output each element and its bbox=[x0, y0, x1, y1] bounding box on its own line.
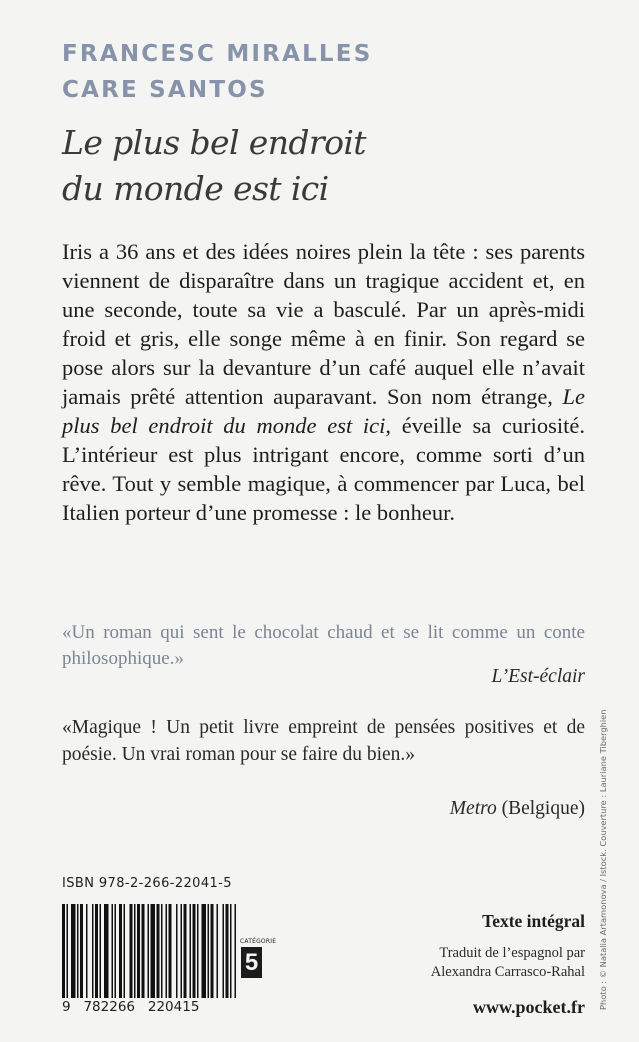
translation-line: Traduit de l’espagnol par bbox=[439, 945, 585, 961]
review-source-note: (Belgique) bbox=[501, 798, 585, 819]
publisher-website: www.pocket.fr bbox=[473, 997, 585, 1017]
author-name: FRANCESC MIRALLES bbox=[62, 41, 373, 67]
review-quote: «Magique ! Un petit livre empreint de pensées positives et de poésie. Un vrai roman pour se faire du bien.» bbox=[62, 717, 585, 765]
review-source bbox=[450, 798, 585, 820]
synopsis-italic-title: Le plus bel endroit du monde est ici bbox=[62, 384, 585, 438]
barcode-digits: 9 782266 220415 bbox=[62, 999, 200, 1015]
title-line: Le plus bel endroit bbox=[62, 123, 366, 162]
authors bbox=[62, 36, 372, 108]
synopsis-text: , éveille sa curiosité. L’intérieur est plus intrigant encore, comme sorti d’un rêve. Tout y semble magique, à commencer par Luca, bel Italien porteur d’une promesse : le bonheur. bbox=[62, 413, 585, 525]
text-integral: Texte intégral bbox=[482, 911, 585, 931]
title-line: du monde est ici bbox=[62, 169, 329, 208]
review-source: L’Est-éclair bbox=[491, 666, 585, 687]
translation-credit bbox=[431, 944, 585, 982]
synopsis bbox=[62, 237, 585, 527]
category-badge: 5 bbox=[241, 947, 262, 978]
photo-credit: Photo : © Natalia Artamonova / Istock. Couverture : Lauriane Tiberghien bbox=[598, 709, 608, 1010]
author-name: CARE SANTOS bbox=[62, 77, 268, 103]
book-title bbox=[62, 120, 366, 212]
review-quote: «Un roman qui sent le chocolat chaud et se lit comme un conte philosophique.» bbox=[62, 622, 585, 669]
category-label: CATÉGORIE bbox=[240, 938, 277, 945]
review-publication: Metro bbox=[449, 798, 497, 819]
barcode-icon bbox=[62, 904, 236, 998]
translation-line: Alexandra Carrasco-Rahal bbox=[430, 964, 585, 980]
synopsis-text: Iris a 36 ans et des idées noires plein la tête : ses parents viennent de disparaître dans un tragique accident et, en une seconde, toute sa vie a basculé. Par un après-midi froid et gris, elle songe même à en finir. Son regard se pose alors sur la devanture d’un café auquel elle n’avait jamais prêté attention auparavant. Son nom étrange, bbox=[62, 239, 585, 409]
isbn: ISBN 978-2-266-22041-5 bbox=[62, 876, 232, 891]
